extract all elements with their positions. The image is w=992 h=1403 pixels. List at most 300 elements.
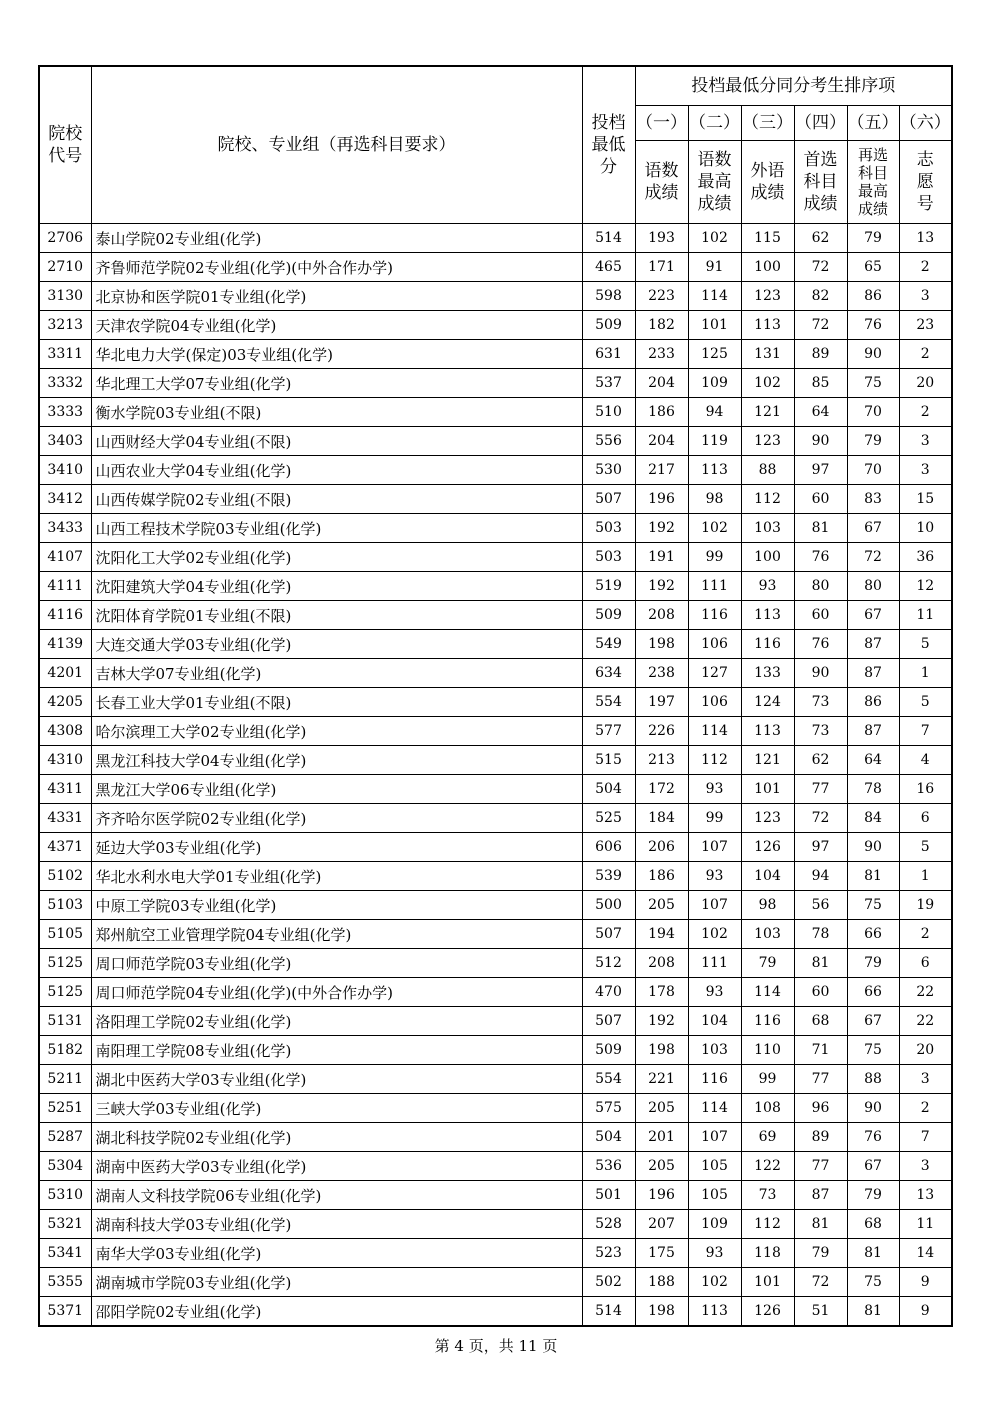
cell-yushu-max: 93 xyxy=(688,775,741,804)
cell-second-subject-max: 87 xyxy=(847,630,899,659)
cell-yushu-max: 102 xyxy=(688,514,741,543)
cell-yushu-max: 103 xyxy=(688,1036,741,1065)
cell-choice-number: 3 xyxy=(899,282,952,311)
cell-min-score: 510 xyxy=(582,398,635,427)
table-row xyxy=(39,572,952,601)
cell-yushu-max: 102 xyxy=(688,920,741,949)
cell-yushu: 186 xyxy=(635,862,688,891)
cell-foreign-lang: 103 xyxy=(741,920,794,949)
cell-school-group: 湖南科技大学03专业组(化学) xyxy=(91,1210,582,1239)
cell-second-subject-max: 90 xyxy=(847,1094,899,1123)
cell-first-subject: 72 xyxy=(794,311,847,340)
cell-school-group: 南华大学03专业组(化学) xyxy=(91,1239,582,1268)
header-sort-num: （六） xyxy=(899,106,952,141)
cell-yushu: 204 xyxy=(635,427,688,456)
cell-first-subject: 97 xyxy=(794,833,847,862)
cell-choice-number: 1 xyxy=(899,659,952,688)
cell-min-score: 554 xyxy=(582,688,635,717)
cell-second-subject-max: 88 xyxy=(847,1065,899,1094)
cell-school-code: 4308 xyxy=(39,717,91,746)
table-row xyxy=(39,833,952,862)
cell-school-code: 5355 xyxy=(39,1268,91,1297)
cell-foreign-lang: 124 xyxy=(741,688,794,717)
cell-foreign-lang: 118 xyxy=(741,1239,794,1268)
cell-yushu-max: 113 xyxy=(688,1297,741,1327)
cell-choice-number: 13 xyxy=(899,224,952,253)
cell-min-score: 549 xyxy=(582,630,635,659)
cell-yushu-max: 93 xyxy=(688,978,741,1007)
cell-yushu-max: 114 xyxy=(688,1094,741,1123)
cell-first-subject: 78 xyxy=(794,920,847,949)
table-row xyxy=(39,746,952,775)
header-sort-num: （四） xyxy=(794,106,847,141)
cell-first-subject: 76 xyxy=(794,630,847,659)
cell-foreign-lang: 73 xyxy=(741,1181,794,1210)
cell-first-subject: 96 xyxy=(794,1094,847,1123)
cell-school-group: 中原工学院03专业组(化学) xyxy=(91,891,582,920)
cell-choice-number: 22 xyxy=(899,1007,952,1036)
cell-school-code: 2710 xyxy=(39,253,91,282)
cell-min-score: 523 xyxy=(582,1239,635,1268)
score-table xyxy=(38,65,953,1327)
cell-foreign-lang: 131 xyxy=(741,340,794,369)
cell-yushu-max: 102 xyxy=(688,1268,741,1297)
cell-yushu: 178 xyxy=(635,978,688,1007)
cell-yushu-max: 107 xyxy=(688,891,741,920)
cell-choice-number: 11 xyxy=(899,1210,952,1239)
cell-yushu-max: 107 xyxy=(688,1123,741,1152)
cell-yushu-max: 127 xyxy=(688,659,741,688)
cell-second-subject-max: 64 xyxy=(847,746,899,775)
cell-min-score: 504 xyxy=(582,775,635,804)
cell-first-subject: 89 xyxy=(794,1123,847,1152)
cell-school-group: 湖南城市学院03专业组(化学) xyxy=(91,1268,582,1297)
cell-school-group: 泰山学院02专业组(化学) xyxy=(91,224,582,253)
cell-foreign-lang: 101 xyxy=(741,1268,794,1297)
cell-school-code: 5287 xyxy=(39,1123,91,1152)
cell-second-subject-max: 79 xyxy=(847,949,899,978)
cell-choice-number: 6 xyxy=(899,949,952,978)
cell-second-subject-max: 79 xyxy=(847,1181,899,1210)
cell-yushu-max: 106 xyxy=(688,688,741,717)
cell-school-group: 山西农业大学04专业组(化学) xyxy=(91,456,582,485)
cell-min-score: 606 xyxy=(582,833,635,862)
cell-foreign-lang: 99 xyxy=(741,1065,794,1094)
cell-yushu: 207 xyxy=(635,1210,688,1239)
cell-choice-number: 7 xyxy=(899,717,952,746)
table-row xyxy=(39,456,952,485)
table-row xyxy=(39,1007,952,1036)
cell-min-score: 577 xyxy=(582,717,635,746)
cell-second-subject-max: 83 xyxy=(847,485,899,514)
cell-foreign-lang: 126 xyxy=(741,1297,794,1327)
cell-choice-number: 9 xyxy=(899,1268,952,1297)
cell-min-score: 598 xyxy=(582,282,635,311)
cell-school-code: 3433 xyxy=(39,514,91,543)
cell-school-code: 4201 xyxy=(39,659,91,688)
cell-yushu: 198 xyxy=(635,1297,688,1327)
cell-second-subject-max: 68 xyxy=(847,1210,899,1239)
cell-school-group: 长春工业大学01专业组(不限) xyxy=(91,688,582,717)
cell-second-subject-max: 79 xyxy=(847,224,899,253)
cell-min-score: 514 xyxy=(582,1297,635,1327)
cell-min-score: 519 xyxy=(582,572,635,601)
cell-choice-number: 22 xyxy=(899,978,952,1007)
cell-min-score: 502 xyxy=(582,1268,635,1297)
cell-first-subject: 90 xyxy=(794,659,847,688)
cell-yushu: 205 xyxy=(635,1152,688,1181)
cell-first-subject: 85 xyxy=(794,369,847,398)
cell-first-subject: 81 xyxy=(794,949,847,978)
header-sort-num: （五） xyxy=(847,106,899,141)
cell-foreign-lang: 122 xyxy=(741,1152,794,1181)
cell-school-code: 3403 xyxy=(39,427,91,456)
cell-choice-number: 13 xyxy=(899,1181,952,1210)
cell-choice-number: 3 xyxy=(899,1065,952,1094)
cell-school-code: 4116 xyxy=(39,601,91,630)
cell-school-code: 5125 xyxy=(39,949,91,978)
cell-yushu: 201 xyxy=(635,1123,688,1152)
cell-yushu: 175 xyxy=(635,1239,688,1268)
cell-yushu-max: 116 xyxy=(688,1065,741,1094)
cell-first-subject: 81 xyxy=(794,1210,847,1239)
cell-first-subject: 81 xyxy=(794,514,847,543)
cell-first-subject: 87 xyxy=(794,1181,847,1210)
cell-yushu-max: 114 xyxy=(688,282,741,311)
cell-school-code: 5182 xyxy=(39,1036,91,1065)
cell-school-code: 4331 xyxy=(39,804,91,833)
cell-min-score: 507 xyxy=(582,1007,635,1036)
cell-yushu-max: 125 xyxy=(688,340,741,369)
cell-first-subject: 60 xyxy=(794,978,847,1007)
cell-school-code: 3130 xyxy=(39,282,91,311)
table-row xyxy=(39,775,952,804)
cell-choice-number: 15 xyxy=(899,485,952,514)
cell-first-subject: 82 xyxy=(794,282,847,311)
cell-min-score: 500 xyxy=(582,891,635,920)
cell-min-score: 507 xyxy=(582,920,635,949)
cell-second-subject-max: 72 xyxy=(847,543,899,572)
cell-choice-number: 6 xyxy=(899,804,952,833)
cell-school-group: 沈阳化工大学02专业组(化学) xyxy=(91,543,582,572)
cell-school-group: 湖南中医药大学03专业组(化学) xyxy=(91,1152,582,1181)
cell-min-score: 501 xyxy=(582,1181,635,1210)
cell-second-subject-max: 67 xyxy=(847,1152,899,1181)
cell-min-score: 503 xyxy=(582,543,635,572)
cell-yushu-max: 91 xyxy=(688,253,741,282)
cell-foreign-lang: 69 xyxy=(741,1123,794,1152)
cell-school-group: 黑龙江大学06专业组(化学) xyxy=(91,775,582,804)
cell-yushu: 188 xyxy=(635,1268,688,1297)
cell-yushu: 171 xyxy=(635,253,688,282)
cell-school-group: 山西财经大学04专业组(不限) xyxy=(91,427,582,456)
cell-yushu: 192 xyxy=(635,572,688,601)
cell-yushu: 206 xyxy=(635,833,688,862)
cell-yushu: 226 xyxy=(635,717,688,746)
cell-choice-number: 4 xyxy=(899,746,952,775)
cell-second-subject-max: 87 xyxy=(847,717,899,746)
cell-yushu: 198 xyxy=(635,630,688,659)
cell-first-subject: 90 xyxy=(794,427,847,456)
header-school-code: 院校 代号 xyxy=(39,66,91,224)
cell-foreign-lang: 102 xyxy=(741,369,794,398)
cell-min-score: 503 xyxy=(582,514,635,543)
cell-min-score: 530 xyxy=(582,456,635,485)
cell-foreign-lang: 110 xyxy=(741,1036,794,1065)
table-row xyxy=(39,311,952,340)
cell-first-subject: 97 xyxy=(794,456,847,485)
cell-second-subject-max: 75 xyxy=(847,369,899,398)
cell-school-group: 华北理工大学07专业组(化学) xyxy=(91,369,582,398)
cell-first-subject: 71 xyxy=(794,1036,847,1065)
cell-foreign-lang: 112 xyxy=(741,1210,794,1239)
table-row xyxy=(39,1152,952,1181)
cell-first-subject: 76 xyxy=(794,543,847,572)
cell-foreign-lang: 123 xyxy=(741,804,794,833)
cell-choice-number: 2 xyxy=(899,1094,952,1123)
cell-school-code: 4371 xyxy=(39,833,91,862)
cell-yushu: 233 xyxy=(635,340,688,369)
header-sort-label: 语数 最高 成绩 xyxy=(688,141,741,224)
cell-min-score: 556 xyxy=(582,427,635,456)
table-row xyxy=(39,514,952,543)
table-row xyxy=(39,978,952,1007)
cell-choice-number: 2 xyxy=(899,340,952,369)
cell-yushu-max: 99 xyxy=(688,804,741,833)
cell-choice-number: 2 xyxy=(899,253,952,282)
cell-min-score: 525 xyxy=(582,804,635,833)
cell-choice-number: 11 xyxy=(899,601,952,630)
cell-yushu: 197 xyxy=(635,688,688,717)
cell-first-subject: 62 xyxy=(794,224,847,253)
cell-second-subject-max: 67 xyxy=(847,514,899,543)
cell-foreign-lang: 104 xyxy=(741,862,794,891)
cell-school-code: 5304 xyxy=(39,1152,91,1181)
cell-min-score: 515 xyxy=(582,746,635,775)
cell-foreign-lang: 115 xyxy=(741,224,794,253)
cell-min-score: 537 xyxy=(582,369,635,398)
table-row xyxy=(39,1094,952,1123)
cell-foreign-lang: 93 xyxy=(741,572,794,601)
cell-school-code: 3412 xyxy=(39,485,91,514)
cell-min-score: 507 xyxy=(582,485,635,514)
cell-foreign-lang: 116 xyxy=(741,1007,794,1036)
cell-foreign-lang: 123 xyxy=(741,427,794,456)
cell-school-code: 5211 xyxy=(39,1065,91,1094)
cell-min-score: 509 xyxy=(582,311,635,340)
cell-first-subject: 68 xyxy=(794,1007,847,1036)
table-row xyxy=(39,862,952,891)
cell-min-score: 536 xyxy=(582,1152,635,1181)
cell-foreign-lang: 114 xyxy=(741,978,794,1007)
cell-foreign-lang: 79 xyxy=(741,949,794,978)
cell-school-group: 南阳理工学院08专业组(化学) xyxy=(91,1036,582,1065)
cell-yushu-max: 105 xyxy=(688,1181,741,1210)
cell-yushu: 221 xyxy=(635,1065,688,1094)
cell-yushu: 238 xyxy=(635,659,688,688)
cell-yushu-max: 109 xyxy=(688,369,741,398)
table-row xyxy=(39,601,952,630)
table-row xyxy=(39,1036,952,1065)
cell-foreign-lang: 100 xyxy=(741,543,794,572)
table-row xyxy=(39,253,952,282)
cell-min-score: 514 xyxy=(582,224,635,253)
cell-choice-number: 12 xyxy=(899,572,952,601)
cell-yushu-max: 113 xyxy=(688,456,741,485)
cell-second-subject-max: 84 xyxy=(847,804,899,833)
table-body xyxy=(39,224,952,1327)
page-footer: 第 4 页，共 11 页 xyxy=(434,1337,558,1355)
cell-second-subject-max: 70 xyxy=(847,398,899,427)
table-row xyxy=(39,891,952,920)
cell-choice-number: 5 xyxy=(899,688,952,717)
cell-school-code: 4111 xyxy=(39,572,91,601)
header-sort-label: 首选 科目 成绩 xyxy=(794,141,847,224)
cell-min-score: 634 xyxy=(582,659,635,688)
cell-school-group: 洛阳理工学院02专业组(化学) xyxy=(91,1007,582,1036)
cell-yushu-max: 111 xyxy=(688,572,741,601)
cell-choice-number: 1 xyxy=(899,862,952,891)
cell-school-group: 华北电力大学(保定)03专业组(化学) xyxy=(91,340,582,369)
cell-school-code: 5131 xyxy=(39,1007,91,1036)
cell-choice-number: 3 xyxy=(899,427,952,456)
cell-first-subject: 72 xyxy=(794,804,847,833)
cell-yushu-max: 116 xyxy=(688,601,741,630)
cell-min-score: 504 xyxy=(582,1123,635,1152)
cell-foreign-lang: 88 xyxy=(741,456,794,485)
cell-second-subject-max: 90 xyxy=(847,340,899,369)
cell-school-group: 湖北中医药大学03专业组(化学) xyxy=(91,1065,582,1094)
table-row xyxy=(39,659,952,688)
cell-school-code: 3410 xyxy=(39,456,91,485)
cell-foreign-lang: 126 xyxy=(741,833,794,862)
cell-school-group: 湖南人文科技学院06专业组(化学) xyxy=(91,1181,582,1210)
cell-second-subject-max: 66 xyxy=(847,920,899,949)
cell-yushu: 186 xyxy=(635,398,688,427)
table-row xyxy=(39,398,952,427)
cell-first-subject: 79 xyxy=(794,1239,847,1268)
cell-choice-number: 14 xyxy=(899,1239,952,1268)
table-row xyxy=(39,427,952,456)
cell-school-code: 2706 xyxy=(39,224,91,253)
cell-yushu-max: 112 xyxy=(688,746,741,775)
cell-choice-number: 16 xyxy=(899,775,952,804)
cell-foreign-lang: 116 xyxy=(741,630,794,659)
cell-foreign-lang: 103 xyxy=(741,514,794,543)
cell-choice-number: 5 xyxy=(899,630,952,659)
table-header xyxy=(39,66,952,224)
cell-school-group: 北京协和医学院01专业组(化学) xyxy=(91,282,582,311)
cell-school-group: 邵阳学院02专业组(化学) xyxy=(91,1297,582,1327)
table-row xyxy=(39,949,952,978)
cell-foreign-lang: 113 xyxy=(741,311,794,340)
cell-choice-number: 3 xyxy=(899,456,952,485)
cell-first-subject: 73 xyxy=(794,717,847,746)
cell-yushu: 208 xyxy=(635,601,688,630)
cell-school-code: 5103 xyxy=(39,891,91,920)
table-row xyxy=(39,688,952,717)
header-sort-label: 语数 成绩 xyxy=(635,141,688,224)
cell-choice-number: 5 xyxy=(899,833,952,862)
cell-min-score: 470 xyxy=(582,978,635,1007)
cell-first-subject: 77 xyxy=(794,775,847,804)
cell-school-code: 5125 xyxy=(39,978,91,1007)
cell-min-score: 465 xyxy=(582,253,635,282)
cell-choice-number: 3 xyxy=(899,1152,952,1181)
table-row xyxy=(39,543,952,572)
cell-choice-number: 7 xyxy=(899,1123,952,1152)
cell-yushu-max: 114 xyxy=(688,717,741,746)
header-sort-label: 志 愿 号 xyxy=(899,141,952,224)
table-row xyxy=(39,1065,952,1094)
cell-second-subject-max: 87 xyxy=(847,659,899,688)
cell-yushu-max: 111 xyxy=(688,949,741,978)
cell-yushu: 184 xyxy=(635,804,688,833)
cell-school-group: 湖北科技学院02专业组(化学) xyxy=(91,1123,582,1152)
cell-school-code: 5102 xyxy=(39,862,91,891)
cell-second-subject-max: 81 xyxy=(847,862,899,891)
cell-yushu-max: 94 xyxy=(688,398,741,427)
cell-foreign-lang: 112 xyxy=(741,485,794,514)
cell-first-subject: 80 xyxy=(794,572,847,601)
cell-yushu: 193 xyxy=(635,224,688,253)
admission-score-sheet xyxy=(38,65,951,1327)
cell-school-group: 齐鲁师范学院02专业组(化学)(中外合作办学) xyxy=(91,253,582,282)
cell-foreign-lang: 113 xyxy=(741,717,794,746)
cell-yushu: 191 xyxy=(635,543,688,572)
cell-yushu-max: 102 xyxy=(688,224,741,253)
cell-choice-number: 2 xyxy=(899,398,952,427)
cell-school-code: 5341 xyxy=(39,1239,91,1268)
cell-first-subject: 56 xyxy=(794,891,847,920)
cell-choice-number: 19 xyxy=(899,891,952,920)
cell-yushu: 217 xyxy=(635,456,688,485)
cell-yushu: 198 xyxy=(635,1036,688,1065)
cell-school-code: 5251 xyxy=(39,1094,91,1123)
table-row xyxy=(39,920,952,949)
table-row xyxy=(39,485,952,514)
cell-second-subject-max: 75 xyxy=(847,1268,899,1297)
cell-yushu: 182 xyxy=(635,311,688,340)
table-row xyxy=(39,369,952,398)
cell-school-code: 4139 xyxy=(39,630,91,659)
cell-choice-number: 9 xyxy=(899,1297,952,1327)
cell-first-subject: 89 xyxy=(794,340,847,369)
cell-school-group: 沈阳体育学院01专业组(不限) xyxy=(91,601,582,630)
cell-school-code: 4205 xyxy=(39,688,91,717)
header-sort-label: 再选 科目 最高 成绩 xyxy=(847,141,899,224)
table-row xyxy=(39,1123,952,1152)
table-row xyxy=(39,224,952,253)
table-row xyxy=(39,1268,952,1297)
table-row xyxy=(39,1297,952,1327)
cell-school-code: 4311 xyxy=(39,775,91,804)
cell-first-subject: 72 xyxy=(794,1268,847,1297)
cell-yushu-max: 93 xyxy=(688,862,741,891)
cell-school-code: 3213 xyxy=(39,311,91,340)
table-row xyxy=(39,717,952,746)
cell-yushu: 205 xyxy=(635,1094,688,1123)
cell-second-subject-max: 67 xyxy=(847,1007,899,1036)
cell-school-group: 山西工程技术学院03专业组(化学) xyxy=(91,514,582,543)
cell-yushu-max: 93 xyxy=(688,1239,741,1268)
cell-yushu: 213 xyxy=(635,746,688,775)
cell-second-subject-max: 76 xyxy=(847,1123,899,1152)
cell-yushu-max: 119 xyxy=(688,427,741,456)
cell-school-group: 三峡大学03专业组(化学) xyxy=(91,1094,582,1123)
cell-first-subject: 60 xyxy=(794,485,847,514)
table-row xyxy=(39,1239,952,1268)
